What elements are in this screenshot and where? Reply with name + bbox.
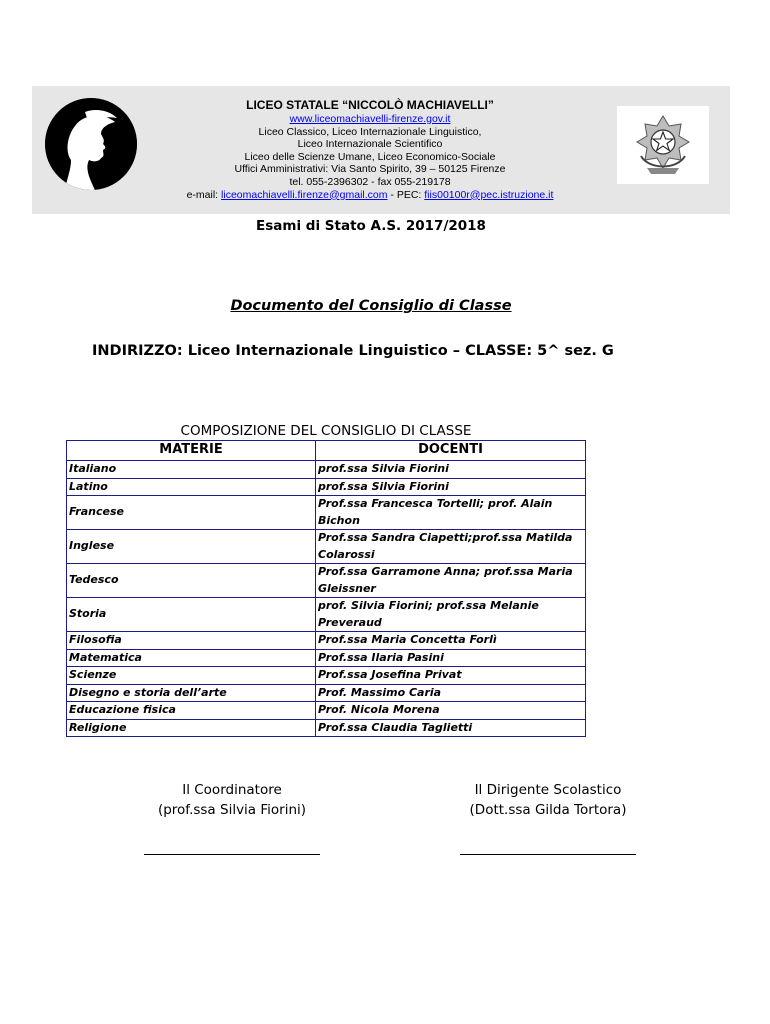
table-row	[67, 632, 586, 650]
table-row	[67, 461, 586, 479]
document-title: Documento del Consiglio di Classe	[230, 298, 512, 314]
pec-label: - PEC:	[390, 188, 422, 201]
subject-cell: Francese	[67, 496, 316, 530]
italian-republic-emblem-icon	[617, 106, 709, 184]
coordinator-name: (prof.ssa Silvia Fiorini)	[157, 802, 307, 818]
composition-caption: COMPOSIZIONE DEL CONSIGLIO DI CLASSE	[180, 423, 472, 439]
pec-link[interactable]: fiis00100r@pec.istruzione.it	[424, 188, 554, 201]
teacher-cell: Prof. Massimo Caria	[316, 684, 586, 702]
principal-role: Il Dirigente Scolastico	[474, 782, 622, 798]
subject-cell: Disegno e storia dell’arte	[67, 684, 316, 702]
header-line: Uffici Amministrativi: Via Santo Spirito, 39 – 50125 Firenze	[234, 163, 506, 176]
contact-line	[150, 189, 590, 202]
teacher-cell: Prof.ssa Josefina Privat	[316, 667, 586, 685]
teacher-cell: Prof.ssa Claudia Taglietti	[316, 719, 586, 737]
coordinator-role: Il Coordinatore	[182, 782, 282, 798]
table-header-row	[67, 441, 586, 461]
header-line: Liceo Internazionale Scientifico	[297, 138, 443, 151]
table-row	[67, 702, 586, 720]
email-label: e-mail:	[186, 188, 219, 201]
coordinator-signature-line	[144, 854, 320, 855]
table-row	[67, 719, 586, 737]
class-address-line: INDIRIZZO: Liceo Internazionale Linguistico – CLASSE: 5^ sez. G	[92, 343, 614, 359]
header-line: Liceo delle Scienze Umane, Liceo Economico-Sociale	[244, 150, 496, 163]
table-row	[67, 598, 586, 632]
subject-cell: Filosofia	[67, 632, 316, 650]
teacher-cell: Prof. Nicola Morena	[316, 702, 586, 720]
principal-name: (Dott.ssa Gilda Tortora)	[469, 802, 627, 818]
teacher-cell: Prof.ssa Garramone Anna; prof.ssa Maria Gleissner	[316, 564, 586, 598]
teacher-cell: prof.ssa Silvia Fiorini	[316, 478, 586, 496]
principal-signature-block	[418, 780, 678, 820]
school-name: LICEO STATALE “NICCOLÒ MACHIAVELLI”	[246, 98, 494, 112]
subject-cell: Inglese	[67, 530, 316, 564]
table-row	[67, 564, 586, 598]
profile-silhouette-icon	[45, 98, 137, 190]
subject-cell: Religione	[67, 719, 316, 737]
subject-cell: Educazione fisica	[67, 702, 316, 720]
teacher-cell: prof.ssa Silvia Fiorini	[316, 461, 586, 479]
table-row	[67, 496, 586, 530]
teacher-cell: prof. Silvia Fiorini; prof.ssa Melanie Preveraud	[316, 598, 586, 632]
teacher-cell: Prof.ssa Francesca Tortelli; prof. Alain Bichon	[316, 496, 586, 530]
class-council-table	[66, 440, 586, 737]
column-header-subjects: MATERIE	[67, 441, 316, 461]
coordinator-signature-block	[102, 780, 362, 820]
table-row	[67, 530, 586, 564]
header-line: Liceo Classico, Liceo Internazionale Linguistico,	[258, 125, 482, 138]
table-row	[67, 684, 586, 702]
email-link[interactable]: liceomachiavelli.firenze@gmail.com	[221, 188, 388, 201]
table-row	[67, 667, 586, 685]
subject-cell: Italiano	[67, 461, 316, 479]
teacher-cell: Prof.ssa Maria Concetta Forlì	[316, 632, 586, 650]
subject-cell: Matematica	[67, 649, 316, 667]
header-line: tel. 055-2396302 - fax 055-219178	[289, 175, 451, 188]
principal-signature-line	[460, 854, 636, 855]
exam-year-title: Esami di Stato A.S. 2017/2018	[256, 218, 486, 234]
school-website-link[interactable]: www.liceomachiavelli-firenze.gov.it	[289, 113, 451, 125]
subject-cell: Tedesco	[67, 564, 316, 598]
column-header-teachers: DOCENTI	[316, 441, 586, 461]
subject-cell: Latino	[67, 478, 316, 496]
table-row	[67, 478, 586, 496]
teacher-cell: Prof.ssa Sandra Ciapetti;prof.ssa Matilda Colarossi	[316, 530, 586, 564]
subject-cell: Scienze	[67, 667, 316, 685]
school-header	[150, 98, 590, 201]
subject-cell: Storia	[67, 598, 316, 632]
teacher-cell: Prof.ssa Ilaria Pasini	[316, 649, 586, 667]
table-row	[67, 649, 586, 667]
